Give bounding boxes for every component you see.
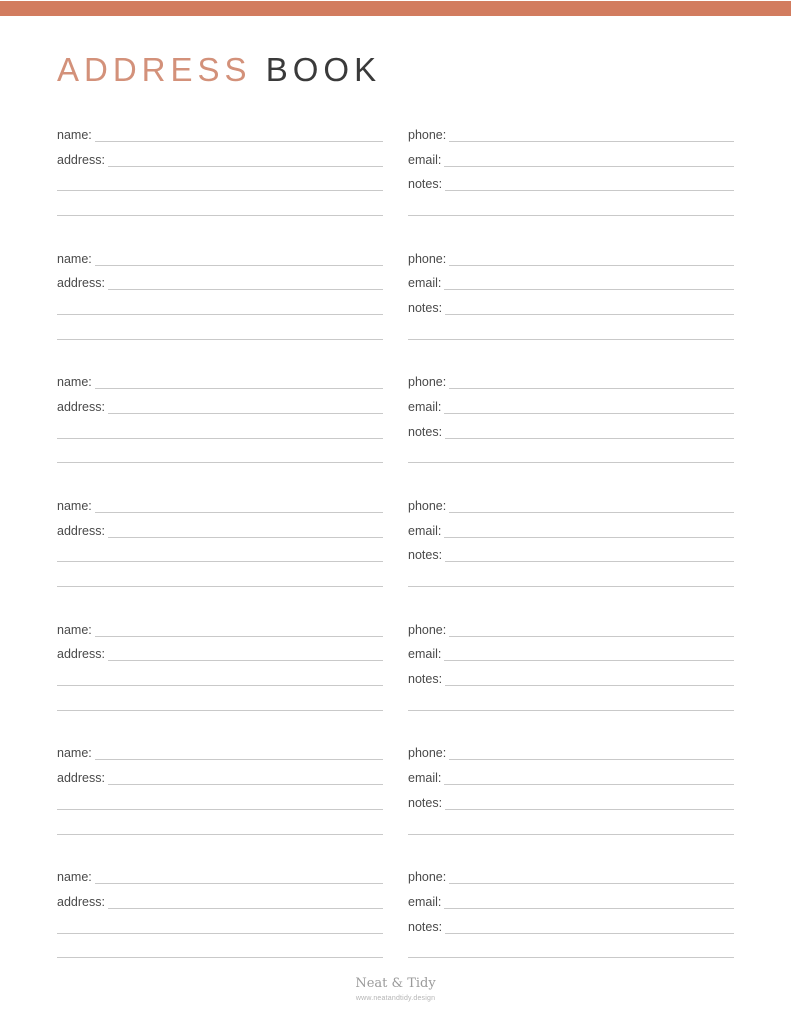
name-field[interactable] (95, 265, 383, 266)
address-line3-row (57, 687, 383, 712)
entry-left-column (57, 613, 383, 712)
email-row (408, 885, 734, 910)
address-line3-field[interactable] (57, 586, 383, 587)
name-field[interactable] (95, 388, 383, 389)
address-line3-row (57, 811, 383, 836)
notes-line2-field[interactable] (408, 339, 734, 340)
brand-url: www.neatandtidy.design (355, 995, 436, 1002)
name-field[interactable] (95, 883, 383, 884)
address-line3-field[interactable] (57, 957, 383, 958)
name-label: name: (57, 622, 92, 637)
name-field[interactable] (95, 141, 383, 142)
address-row (57, 390, 383, 415)
address-line2-row (57, 415, 383, 440)
notes-line2-field[interactable] (408, 834, 734, 835)
notes-label: notes: (408, 424, 443, 439)
email-row (408, 761, 734, 786)
name-row (57, 242, 383, 267)
entry-right-column (408, 366, 734, 465)
address-label: address: (57, 400, 105, 415)
address-line2-field[interactable] (57, 190, 383, 191)
address-entry (0, 737, 791, 837)
page-title-address: ADDRESS (57, 51, 252, 88)
address-label: address: (57, 771, 105, 786)
phone-row (408, 242, 734, 267)
address-line2-row (57, 786, 383, 811)
entry-right-column (408, 242, 734, 341)
address-line3-field[interactable] (57, 462, 383, 463)
address-line3-row (57, 563, 383, 588)
notes-line2-row (408, 316, 734, 341)
address-field[interactable] (108, 289, 383, 290)
address-line2-field[interactable] (57, 314, 383, 315)
address-entry (0, 242, 791, 342)
address-entry (0, 366, 791, 466)
email-field[interactable] (444, 908, 734, 909)
notes-field[interactable] (445, 809, 734, 810)
phone-field[interactable] (449, 388, 734, 389)
entry-left-column (57, 489, 383, 588)
email-row (408, 514, 734, 539)
phone-label: phone: (408, 251, 447, 266)
notes-field[interactable] (445, 685, 734, 686)
name-field[interactable] (95, 512, 383, 513)
entry-left-column (57, 737, 383, 836)
email-label: email: (408, 894, 442, 909)
notes-field[interactable] (445, 190, 734, 191)
email-field[interactable] (444, 784, 734, 785)
phone-label: phone: (408, 127, 447, 142)
address-line3-row (57, 192, 383, 217)
address-label: address: (57, 647, 105, 662)
notes-label: notes: (408, 548, 443, 563)
phone-field[interactable] (449, 265, 734, 266)
notes-line2-row (408, 440, 734, 465)
address-entry (0, 613, 791, 713)
address-field[interactable] (108, 908, 383, 909)
address-line2-field[interactable] (57, 561, 383, 562)
phone-label: phone: (408, 499, 447, 514)
address-line2-field[interactable] (57, 438, 383, 439)
email-label: email: (408, 771, 442, 786)
name-row (57, 737, 383, 762)
entry-right-column (408, 118, 734, 217)
address-field[interactable] (108, 413, 383, 414)
address-entry (0, 861, 791, 961)
address-line3-field[interactable] (57, 215, 383, 216)
email-field[interactable] (444, 660, 734, 661)
name-label: name: (57, 375, 92, 390)
address-line3-row (57, 316, 383, 341)
phone-label: phone: (408, 622, 447, 637)
phone-row (408, 118, 734, 143)
page-title (57, 50, 381, 90)
notes-field[interactable] (445, 933, 734, 934)
email-row (408, 638, 734, 663)
notes-line2-field[interactable] (408, 957, 734, 958)
name-label: name: (57, 870, 92, 885)
entry-left-column (57, 118, 383, 217)
email-field[interactable] (444, 537, 734, 538)
name-label: name: (57, 746, 92, 761)
email-label: email: (408, 152, 442, 167)
phone-label: phone: (408, 375, 447, 390)
address-line3-field[interactable] (57, 339, 383, 340)
address-line2-row (57, 910, 383, 935)
notes-row (408, 291, 734, 316)
notes-label: notes: (408, 919, 443, 934)
address-row (57, 514, 383, 539)
address-line3-row (57, 935, 383, 960)
address-line2-row (57, 291, 383, 316)
phone-field[interactable] (449, 759, 734, 760)
address-line2-field[interactable] (57, 809, 383, 810)
notes-row (408, 415, 734, 440)
email-field[interactable] (444, 289, 734, 290)
phone-row (408, 737, 734, 762)
notes-label: notes: (408, 795, 443, 810)
notes-label: notes: (408, 672, 443, 687)
notes-label: notes: (408, 177, 443, 192)
notes-line2-field[interactable] (408, 462, 734, 463)
name-field[interactable] (95, 759, 383, 760)
address-label: address: (57, 894, 105, 909)
notes-field[interactable] (445, 314, 734, 315)
email-label: email: (408, 276, 442, 291)
email-row (408, 390, 734, 415)
notes-row (408, 662, 734, 687)
address-line2-field[interactable] (57, 685, 383, 686)
notes-field[interactable] (445, 438, 734, 439)
address-line2-field[interactable] (57, 933, 383, 934)
name-label: name: (57, 127, 92, 142)
email-field[interactable] (444, 166, 734, 167)
phone-row (408, 489, 734, 514)
name-row (57, 489, 383, 514)
notes-field[interactable] (445, 561, 734, 562)
phone-field[interactable] (449, 512, 734, 513)
notes-row (408, 168, 734, 193)
address-field[interactable] (108, 784, 383, 785)
notes-row (408, 539, 734, 564)
name-label: name: (57, 251, 92, 266)
entry-left-column (57, 242, 383, 341)
address-row (57, 761, 383, 786)
email-row (408, 143, 734, 168)
notes-line2-row (408, 192, 734, 217)
entry-right-column (408, 613, 734, 712)
name-field[interactable] (95, 636, 383, 637)
entry-left-column (57, 366, 383, 465)
address-line3-field[interactable] (57, 834, 383, 835)
entry-right-column (408, 489, 734, 588)
phone-field[interactable] (449, 141, 734, 142)
phone-field[interactable] (449, 883, 734, 884)
entry-left-column (57, 861, 383, 960)
address-field[interactable] (108, 660, 383, 661)
top-accent-bar (0, 1, 791, 16)
address-entry (0, 489, 791, 589)
notes-line2-row (408, 935, 734, 960)
address-row (57, 267, 383, 292)
address-line2-row (57, 539, 383, 564)
phone-field[interactable] (449, 636, 734, 637)
address-entry (0, 118, 791, 218)
phone-label: phone: (408, 870, 447, 885)
phone-row (408, 613, 734, 638)
address-line3-field[interactable] (57, 710, 383, 711)
email-label: email: (408, 523, 442, 538)
name-row (57, 366, 383, 391)
name-row (57, 861, 383, 886)
email-label: email: (408, 647, 442, 662)
page-title-book: BOOK (265, 51, 382, 88)
brand-logo: Neat & Tidy (355, 976, 436, 991)
address-row (57, 885, 383, 910)
address-label: address: (57, 276, 105, 291)
address-line3-row (57, 440, 383, 465)
entry-right-column (408, 861, 734, 960)
address-field[interactable] (108, 537, 383, 538)
phone-label: phone: (408, 746, 447, 761)
notes-line2-field[interactable] (408, 586, 734, 587)
email-label: email: (408, 400, 442, 415)
address-line2-row (57, 662, 383, 687)
notes-row (408, 910, 734, 935)
address-row (57, 638, 383, 663)
notes-line2-row (408, 563, 734, 588)
email-row (408, 267, 734, 292)
name-row (57, 118, 383, 143)
name-row (57, 613, 383, 638)
address-label: address: (57, 523, 105, 538)
email-field[interactable] (444, 413, 734, 414)
notes-line2-row (408, 811, 734, 836)
address-row (57, 143, 383, 168)
notes-line2-row (408, 687, 734, 712)
name-label: name: (57, 499, 92, 514)
notes-line2-field[interactable] (408, 215, 734, 216)
notes-line2-field[interactable] (408, 710, 734, 711)
notes-label: notes: (408, 301, 443, 316)
address-field[interactable] (108, 166, 383, 167)
phone-row (408, 861, 734, 886)
notes-row (408, 786, 734, 811)
phone-row (408, 366, 734, 391)
address-label: address: (57, 152, 105, 167)
entry-right-column (408, 737, 734, 836)
address-line2-row (57, 168, 383, 193)
